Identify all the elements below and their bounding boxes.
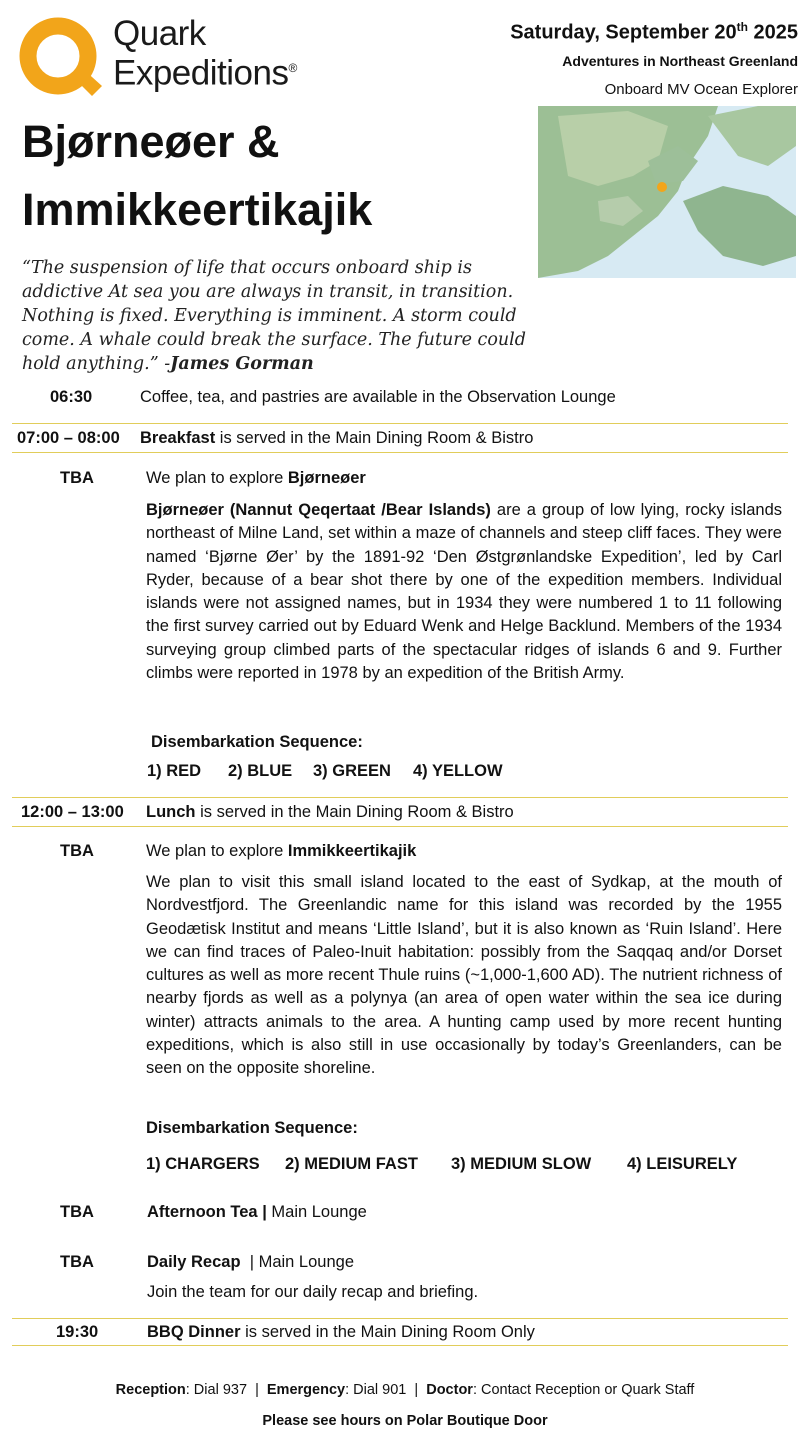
disembarkation-group-3: 3) GREEN <box>313 762 391 780</box>
disembarkation-group-medium-fast: 2) MEDIUM FAST <box>285 1155 418 1173</box>
footer-boutique-note: Please see hours on Polar Boutique Door <box>262 1413 548 1429</box>
disembarkation-group-4: 4) YELLOW <box>413 762 503 780</box>
divider <box>12 1345 788 1346</box>
title-line-2: Immikkeertikajik <box>22 184 373 235</box>
divider <box>12 1318 788 1319</box>
location-map <box>538 106 796 278</box>
disembarkation-label-1: Disembarkation Sequence: <box>151 733 363 751</box>
quote <box>22 256 552 376</box>
brand-name <box>113 16 297 91</box>
page-title <box>22 108 372 244</box>
date-heading: Saturday, September 20th 2025 <box>510 20 798 44</box>
disembarkation-group-medium-slow: 3) MEDIUM SLOW <box>451 1155 592 1173</box>
trip-name: Adventures in Northeast Greenland <box>562 53 798 69</box>
disembarkation-group-leisurely: 4) LEISURELY <box>627 1155 738 1173</box>
recap-note: Join the team for our daily recap and briefing. <box>147 1283 479 1301</box>
disembarkation-group-2: 2) BLUE <box>228 762 293 780</box>
divider <box>12 826 788 827</box>
brand-line1: Quark <box>113 14 206 53</box>
description-immikkeertikajik: We plan to visit this small island located to the east of Sydkap, at the mouth of Nordvestfjord. The Greenlandic name for this island was recorded by the 1955 Geodætisk Institut and means ‘Little Island’, but it is also known as ‘Ruin Island’. Here we can find traces of Paleo-Inuit habitation: possibly from the Saqqaq and/or Dorset cultures as well as more recent Thule ruins (~1,000-1,600 AD). The nutrient richness of nearby fjords as well as a polynya (an area of open water within the sea ice during winter) attracts animals to the area. A hunting camp used by more recent hunting expeditions, which is also still in use occasionally by today’s Greenlanders, can be seen on the opposite shoreline. <box>146 873 782 1078</box>
location-marker-icon <box>657 182 667 192</box>
disembarkation-label-2: Disembarkation Sequence: <box>146 1119 358 1137</box>
registered-mark: ® <box>288 61 297 75</box>
divider <box>12 423 788 424</box>
divider <box>12 797 788 798</box>
description-bjorneoer: Bjørneøer (Nannut Qeqertaat /Bear Islands) are a group of low lying, rocky islands northeast of Milne Land, set within a maze of channels and steep cliff faces. They were named ‘Bjørne Øer’ by the 1891-92 ‘Den Østgrønlandske Expedition’, led by Carl Ryder, because of a bear shot there by one of the expedition members. Individual islands were not assigned names, but in 1934 they were numbered 1 to 11 following the first survey carried out by Eduard Wenk and Helge Backlund. Members of the 1934 surveying group climbed parts of the spectacular ridges of islands 6 and 9. Further climbs were reported in 1978 by an expedition of the British Army. <box>146 501 782 683</box>
disembarkation-group-1: 1) RED <box>147 762 202 780</box>
brand-line2: Expeditions <box>113 53 289 93</box>
disembarkation-group-chargers: 1) CHARGERS <box>146 1155 260 1173</box>
ship-name: Onboard MV Ocean Explorer <box>604 81 798 98</box>
title-line-1: Bjørneøer & <box>22 116 280 167</box>
quote-text: “The suspension of life that occurs onboard ship is addictive At sea you are always in transit, in transition. Nothing is fixed. Everything is imminent. A storm could come. A whale could break the surface. The future could hold anything.” - <box>22 258 526 374</box>
quote-author: James Gorman <box>170 354 314 374</box>
quark-logo-icon <box>18 16 102 100</box>
divider <box>12 452 788 453</box>
footer-contacts: Reception: Dial 937 | Emergency: Dial 901 | Doctor: Contact Reception or Quark Staff <box>115 1382 695 1398</box>
